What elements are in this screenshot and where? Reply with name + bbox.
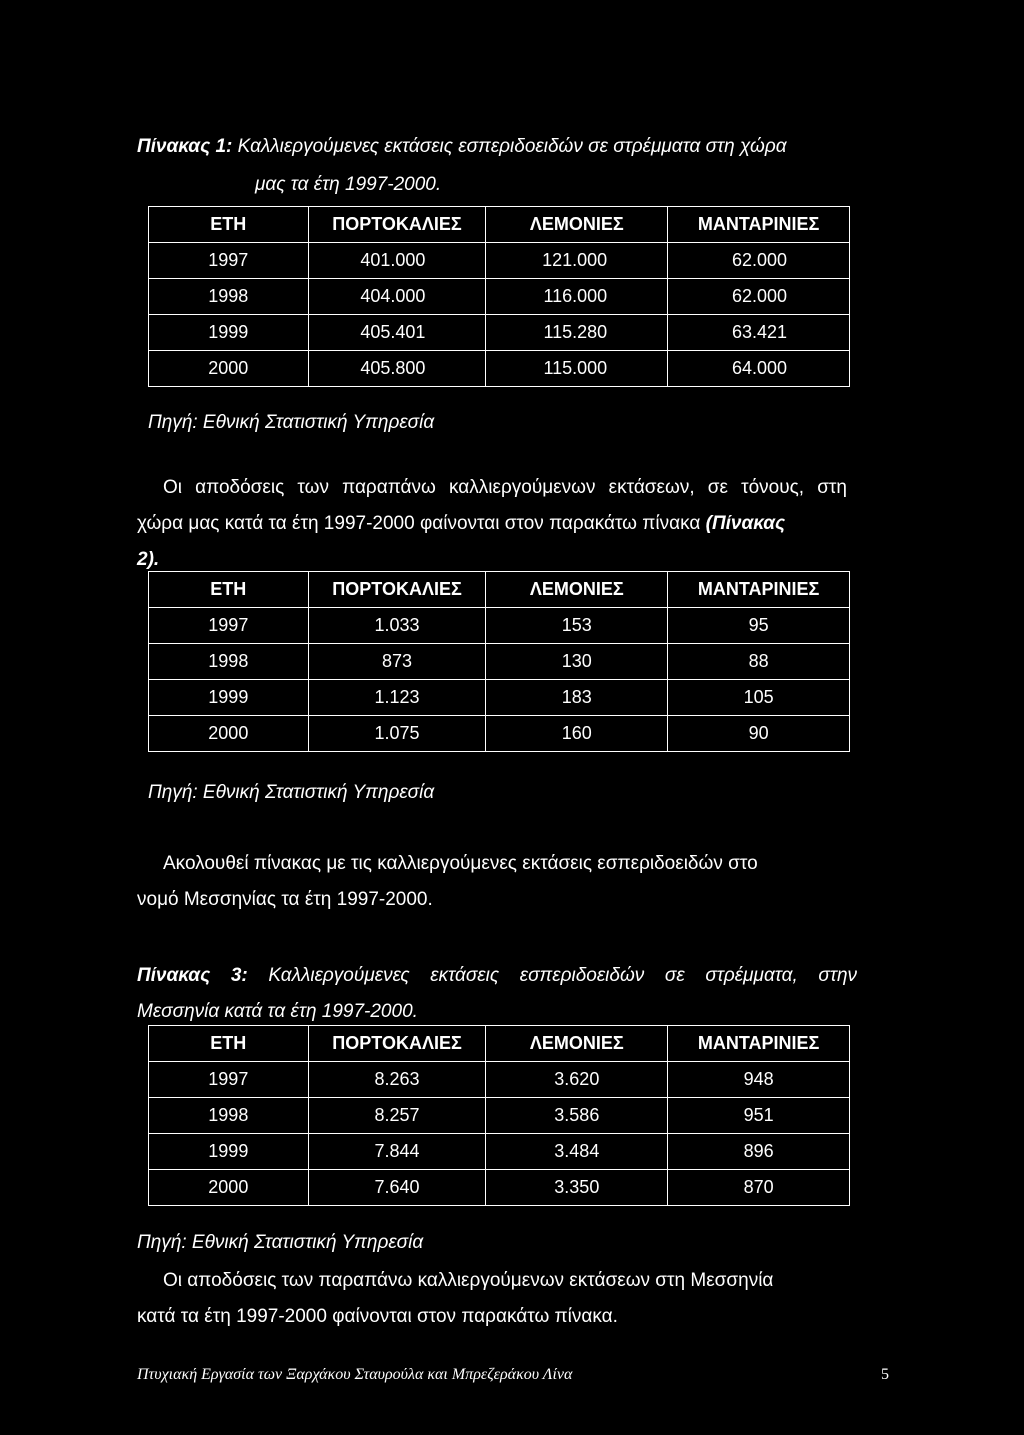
table3-caption	[137, 958, 857, 1030]
col-header-oranges: ΠΟΡΤΟΚΑΛΙΕΣ	[308, 207, 486, 243]
table-header-row	[149, 572, 850, 608]
table3-source: Πηγή: Εθνική Στατιστική Υπηρεσία	[137, 1232, 424, 1253]
paragraph-messinia-intro	[137, 846, 847, 918]
year-cell: 1998	[149, 279, 309, 315]
table3-caption-label: Πίνακας 3:	[137, 965, 248, 986]
para2-line2: νομό Μεσσηνίας τα έτη 1997-2000.	[137, 889, 433, 910]
para1-line3: 2).	[137, 549, 160, 570]
table-row	[149, 351, 850, 387]
para2-line1: Ακολουθεί πίνακας με τις καλλιεργούμενες εκτάσεις εσπεριδοειδών στο	[163, 853, 758, 874]
oranges-cell: 7.640	[308, 1170, 486, 1206]
para3-line1: Οι αποδόσεις των παραπάνω καλλιεργούμενων εκτάσεων στη Μεσσηνία	[163, 1270, 774, 1291]
oranges-cell: 401.000	[308, 243, 486, 279]
table-header-row	[149, 1026, 850, 1062]
oranges-cell: 7.844	[308, 1134, 486, 1170]
col-header-years: ΕΤΗ	[149, 207, 309, 243]
para1-table-ref: (Πίνακας	[705, 513, 786, 534]
table-row	[149, 680, 850, 716]
lemons-cell: 130	[486, 644, 668, 680]
year-cell: 2000	[149, 716, 309, 752]
oranges-cell: 1.123	[308, 680, 486, 716]
year-cell: 1997	[149, 608, 309, 644]
lemons-cell: 116.000	[486, 279, 668, 315]
col-header-lemons: ΛΕΜΟΝΙΕΣ	[486, 572, 668, 608]
paragraph-yields-intro	[137, 470, 847, 578]
col-header-mandarins: ΜΑΝΤΑΡΙΝΙΕΣ	[668, 1026, 850, 1062]
oranges-cell: 405.401	[308, 315, 486, 351]
table-row	[149, 644, 850, 680]
mandarins-cell: 62.000	[668, 279, 850, 315]
oranges-cell: 873	[308, 644, 486, 680]
para1-line2	[137, 506, 847, 542]
mandarins-cell: 95	[668, 608, 850, 644]
lemons-cell: 115.280	[486, 315, 668, 351]
table-row	[149, 1170, 850, 1206]
table-header-row	[149, 207, 850, 243]
year-cell: 1998	[149, 1098, 309, 1134]
mandarins-cell: 896	[668, 1134, 850, 1170]
para1-line1: Οι αποδόσεις των παραπάνω καλλιεργούμενων εκτάσεων, σε τόνους, στη	[163, 477, 847, 498]
para1-line2-text: χώρα μας κατά τα έτη 1997-2000 φαίνονται στον παρακάτω πίνακα	[137, 513, 706, 534]
table1-caption-text: Καλλιεργούμενες εκτάσεις εσπεριδοειδών σε στρέμματα στη χώρα	[232, 136, 787, 157]
mandarins-cell: 63.421	[668, 315, 850, 351]
lemons-cell: 3.620	[486, 1062, 668, 1098]
lemons-cell: 160	[486, 716, 668, 752]
lemons-cell: 3.586	[486, 1098, 668, 1134]
mandarins-cell: 88	[668, 644, 850, 680]
table-row	[149, 243, 850, 279]
table3-caption-line2: Μεσσηνία κατά τα έτη 1997-2000.	[137, 1001, 418, 1022]
table-row	[149, 1098, 850, 1134]
table3-caption-text: Καλλιεργούμενες εκτάσεις εσπεριδοειδών σε στρέμματα, στην	[247, 965, 857, 986]
year-cell: 2000	[149, 351, 309, 387]
table1-caption-line2: μας τα έτη 1997-2000.	[255, 174, 442, 195]
mandarins-cell: 64.000	[668, 351, 850, 387]
mandarins-cell: 951	[668, 1098, 850, 1134]
table1-caption-label: Πίνακας 1:	[137, 136, 233, 157]
table-row	[149, 1134, 850, 1170]
year-cell: 1999	[149, 680, 309, 716]
mandarins-cell: 948	[668, 1062, 850, 1098]
lemons-cell: 3.484	[486, 1134, 668, 1170]
lemons-cell: 121.000	[486, 243, 668, 279]
col-header-lemons: ΛΕΜΟΝΙΕΣ	[486, 1026, 668, 1062]
lemons-cell: 183	[486, 680, 668, 716]
lemons-cell: 115.000	[486, 351, 668, 387]
mandarins-cell: 90	[668, 716, 850, 752]
table-row	[149, 315, 850, 351]
table2-source: Πηγή: Εθνική Στατιστική Υπηρεσία	[148, 782, 435, 803]
col-header-oranges: ΠΟΡΤΟΚΑΛΙΕΣ	[308, 572, 486, 608]
year-cell: 1997	[149, 243, 309, 279]
oranges-cell: 8.257	[308, 1098, 486, 1134]
oranges-cell: 405.800	[308, 351, 486, 387]
page-footer	[137, 1366, 887, 1384]
paragraph-messinia-yields	[137, 1263, 847, 1335]
col-header-years: ΕΤΗ	[149, 1026, 309, 1062]
page-number: 5	[881, 1366, 889, 1383]
lemons-cell: 153	[486, 608, 668, 644]
table-row	[149, 1062, 850, 1098]
footer-text: Πτυχιακή Εργασία των Ξαρχάκου Σταυρούλα και Μπρεζεράκου Λίνα	[137, 1366, 573, 1383]
col-header-years: ΕΤΗ	[149, 572, 309, 608]
year-cell: 1999	[149, 1134, 309, 1170]
table-row	[149, 279, 850, 315]
col-header-lemons: ΛΕΜΟΝΙΕΣ	[486, 207, 668, 243]
table1-source: Πηγή: Εθνική Στατιστική Υπηρεσία	[148, 412, 435, 433]
lemons-cell: 3.350	[486, 1170, 668, 1206]
col-header-mandarins: ΜΑΝΤΑΡΙΝΙΕΣ	[668, 207, 850, 243]
mandarins-cell: 870	[668, 1170, 850, 1206]
table2	[148, 571, 850, 752]
oranges-cell: 1.075	[308, 716, 486, 752]
table1	[148, 206, 850, 387]
oranges-cell: 1.033	[308, 608, 486, 644]
table3	[148, 1025, 850, 1206]
table1-caption	[137, 134, 897, 160]
table-row	[149, 716, 850, 752]
mandarins-cell: 105	[668, 680, 850, 716]
year-cell: 1999	[149, 315, 309, 351]
para3-line2: κατά τα έτη 1997-2000 φαίνονται στον παρακάτω πίνακα.	[137, 1306, 618, 1327]
oranges-cell: 404.000	[308, 279, 486, 315]
year-cell: 2000	[149, 1170, 309, 1206]
year-cell: 1998	[149, 644, 309, 680]
oranges-cell: 8.263	[308, 1062, 486, 1098]
mandarins-cell: 62.000	[668, 243, 850, 279]
table-row	[149, 608, 850, 644]
year-cell: 1997	[149, 1062, 309, 1098]
col-header-mandarins: ΜΑΝΤΑΡΙΝΙΕΣ	[668, 572, 850, 608]
col-header-oranges: ΠΟΡΤΟΚΑΛΙΕΣ	[308, 1026, 486, 1062]
